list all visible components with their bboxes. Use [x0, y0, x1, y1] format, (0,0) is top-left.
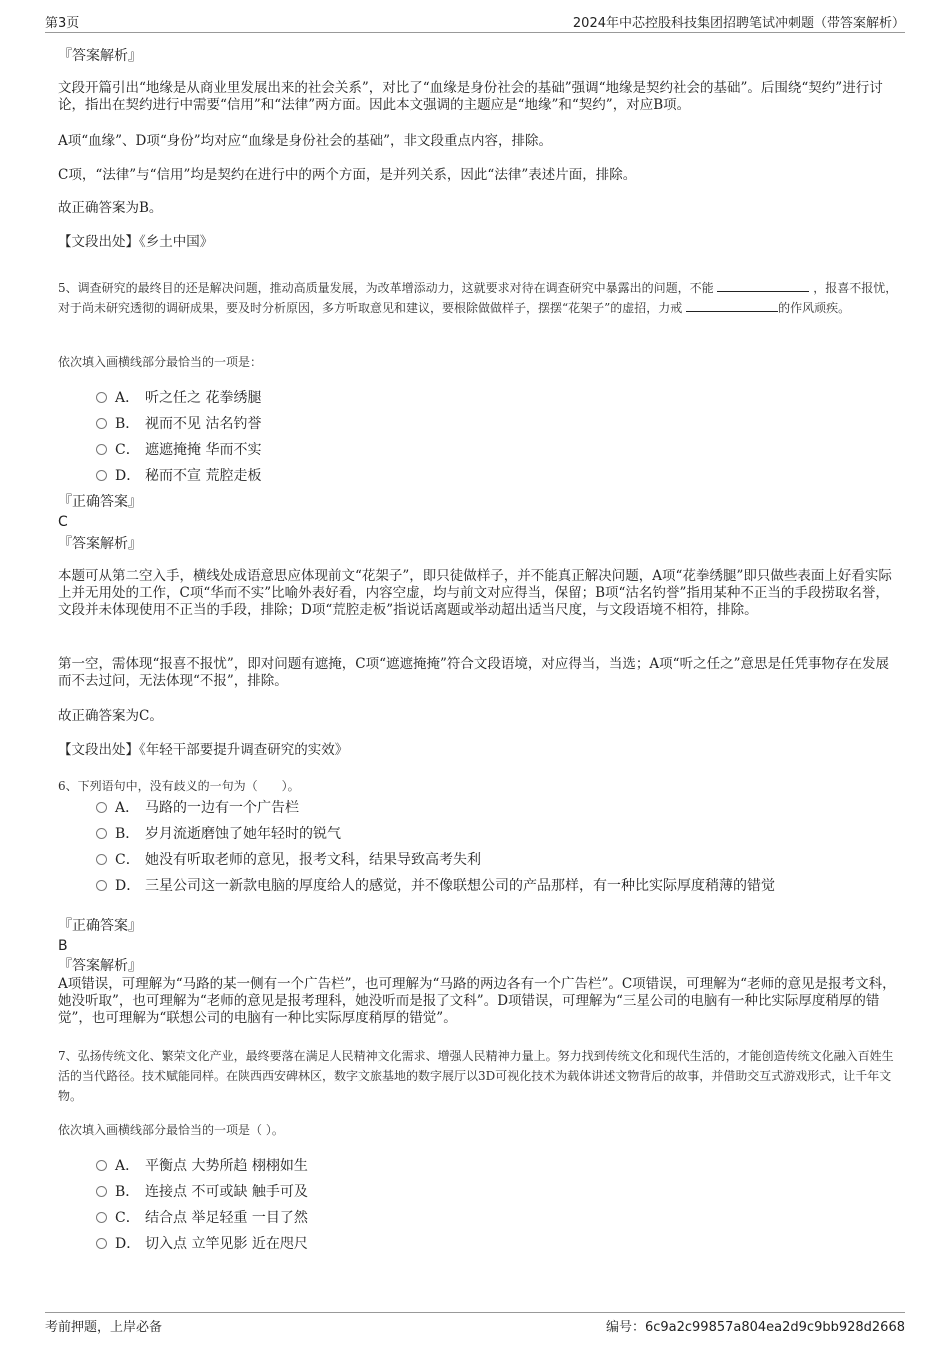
- q6-option-d[interactable]: D． 三星公司这一新款电脑的厚度给人的感觉，并不像联想公司的产品那样，有一种比实际厚度稍薄的错觉: [96, 876, 775, 896]
- q5-blank-2: [686, 299, 778, 312]
- radio-icon[interactable]: [96, 1238, 107, 1249]
- q5-analysis-p3: 故正确答案为C。: [58, 708, 163, 724]
- radio-icon[interactable]: [96, 880, 107, 891]
- radio-icon[interactable]: [96, 828, 107, 839]
- q5-option-b[interactable]: B． 视而不见 沽名钓誉: [96, 414, 261, 434]
- q7-option-b[interactable]: B． 连接点 不可或缺 触手可及: [96, 1182, 308, 1202]
- radio-icon[interactable]: [96, 854, 107, 865]
- q5-prompt: 依次填入画横线部分最恰当的一项是：: [58, 355, 263, 369]
- footer-slogan: 考前押题，上岸必备: [45, 1320, 163, 1335]
- radio-icon[interactable]: [96, 1186, 107, 1197]
- radio-icon[interactable]: [96, 392, 107, 403]
- q6-stem: 6、下列语句中，没有歧义的一句为（ ）。: [58, 779, 300, 793]
- q7-option-a[interactable]: A． 平衡点 大势所趋 栩栩如生: [96, 1156, 308, 1176]
- radio-icon[interactable]: [96, 1212, 107, 1223]
- q5-source: 【文段出处】《年轻干部要提升调查研究的实效》: [58, 742, 349, 758]
- q5-stem: 5、调查研究的最终目的还是解决问题，推动高质量发展，为改革增添动力，这就要求对待在调查研究中暴露出的问题，不能 ，报喜不报忧，对于尚未研究透彻的调研成果，要及时分析原因，多方听取意见和建议，要根除做做样子，摆摆“花架子”的虚招，力戒 的作风顽疾。: [58, 281, 898, 315]
- q7-option-d[interactable]: D． 切入点 立竿见影 近在咫尺: [96, 1234, 308, 1254]
- q7-stem: 7、弘扬传统文化、繁荣文化产业，最终要落在满足人民精神文化需求、增强人民精神力量上。努力找到传统文化和现代生活的，才能创造传统文化融入百姓生活的当代路径。技术赋能同样。在陕西西安碑林区，数字文旅基地的数字展厅以3D可视化技术为载体讲述文物背后的故事，并借助交互式游戏形式，让千年文物。: [58, 1049, 894, 1103]
- q5-analysis-heading: 『答案解析』: [58, 536, 142, 552]
- q6-option-a[interactable]: A． 马路的一边有一个广告栏: [96, 798, 299, 818]
- q4-source: 【文段出处】《乡土中国》: [58, 234, 214, 250]
- page-number: 第3页: [45, 16, 80, 31]
- q4-analysis-p2: A项“血缘”、D项“身份”均对应“血缘是身份社会的基础”，非文段重点内容，排除。: [58, 133, 552, 149]
- radio-icon[interactable]: [96, 418, 107, 429]
- q6-option-b[interactable]: B． 岁月流逝磨蚀了她年轻时的锐气: [96, 824, 341, 844]
- radio-icon[interactable]: [96, 802, 107, 813]
- q5-blank-1: [717, 279, 809, 292]
- document-title: 2024年中芯控股科技集团招聘笔试冲刺题（带答案解析）: [572, 16, 905, 31]
- q6-analysis-heading: 『答案解析』: [58, 958, 142, 974]
- q6-option-c[interactable]: C． 她没有听取老师的意见，报考文科，结果导致高考失利: [96, 850, 481, 870]
- footer-code: 编号：6c9a2c99857a804ea2d9c9bb928d2668: [605, 1320, 905, 1335]
- q6-answer: B: [58, 938, 68, 954]
- radio-icon[interactable]: [96, 444, 107, 455]
- radio-icon[interactable]: [96, 470, 107, 481]
- q5-option-a[interactable]: A． 听之任之 花拳绣腿: [96, 388, 261, 408]
- page-header: [45, 12, 905, 33]
- q6-analysis: A项错误，可理解为“马路的某一侧有一个广告栏”，也可理解为“马路的两边各有一个广告栏”。C项错误，可理解为“老师的意见是报考文科，她没听取”，也可理解为“老师的意见是报考理科，她没听而是报了文科”。D项错误，可理解为“三星公司的电脑有一种比实际厚度稍厚的错觉”，也可理解为“联想公司的电脑有一种比实际厚度稍厚的错觉”。: [58, 976, 896, 1026]
- q5-option-c[interactable]: C． 遮遮掩掩 华而不实: [96, 440, 261, 460]
- q4-analysis-p4: 故正确答案为B。: [58, 200, 163, 216]
- radio-icon[interactable]: [96, 1160, 107, 1171]
- q5-option-d[interactable]: D． 秘而不宣 荒腔走板: [96, 466, 261, 486]
- q7-prompt: 依次填入画横线部分最恰当的一项是（ ）。: [58, 1123, 284, 1137]
- q5-correct-heading: 『正确答案』: [58, 494, 142, 510]
- q4-analysis-heading: 『答案解析』: [58, 48, 142, 64]
- page-footer: [45, 1312, 905, 1336]
- q6-correct-heading: 『正确答案』: [58, 918, 142, 934]
- q4-analysis-p3: C项，“法律”与“信用”均是契约在进行中的两个方面，是并列关系，因此“法律”表述片面，排除。: [58, 167, 637, 183]
- q4-analysis-p1: 文段开篇引出“地缘是从商业里发展出来的社会关系”，对比了“血缘是身份社会的基础”强调“地缘是契约社会的基础”。后围绕“契约”进行讨论，指出在契约进行中需要“信用”和“法律”两方面。因此本文强调的主题应是“地缘”和“契约”，对应B项。: [58, 80, 883, 113]
- q5-analysis-p2: 第一空，需体现“报喜不报忧”，即对问题有遮掩，C项“遮遮掩掩”符合文段语境，对应得当，当选；A项“听之任之”意思是任凭事物存在发展而不去过问，无法体现“不报”，排除。: [58, 656, 889, 689]
- q5-analysis-p1: 本题可从第二空入手，横线处成语意思应体现前文“花架子”，即只徒做样子，并不能真正解决问题，A项“花拳绣腿”即只做些表面上好看实际上并无用处的工作，C项“华而不实”比喻外表好看，内容空虚，均与前文对应得当，保留；B项“沽名钓誉”指用某种不正当的手段捞取名誉，文段并未体现使用不正当的手段，排除；D项“荒腔走板”指说话离题或举动超出适当尺度，与文段语境不相符，排除。: [58, 568, 892, 618]
- q7-option-c[interactable]: C． 结合点 举足轻重 一目了然: [96, 1208, 308, 1228]
- q5-answer: C: [58, 514, 68, 530]
